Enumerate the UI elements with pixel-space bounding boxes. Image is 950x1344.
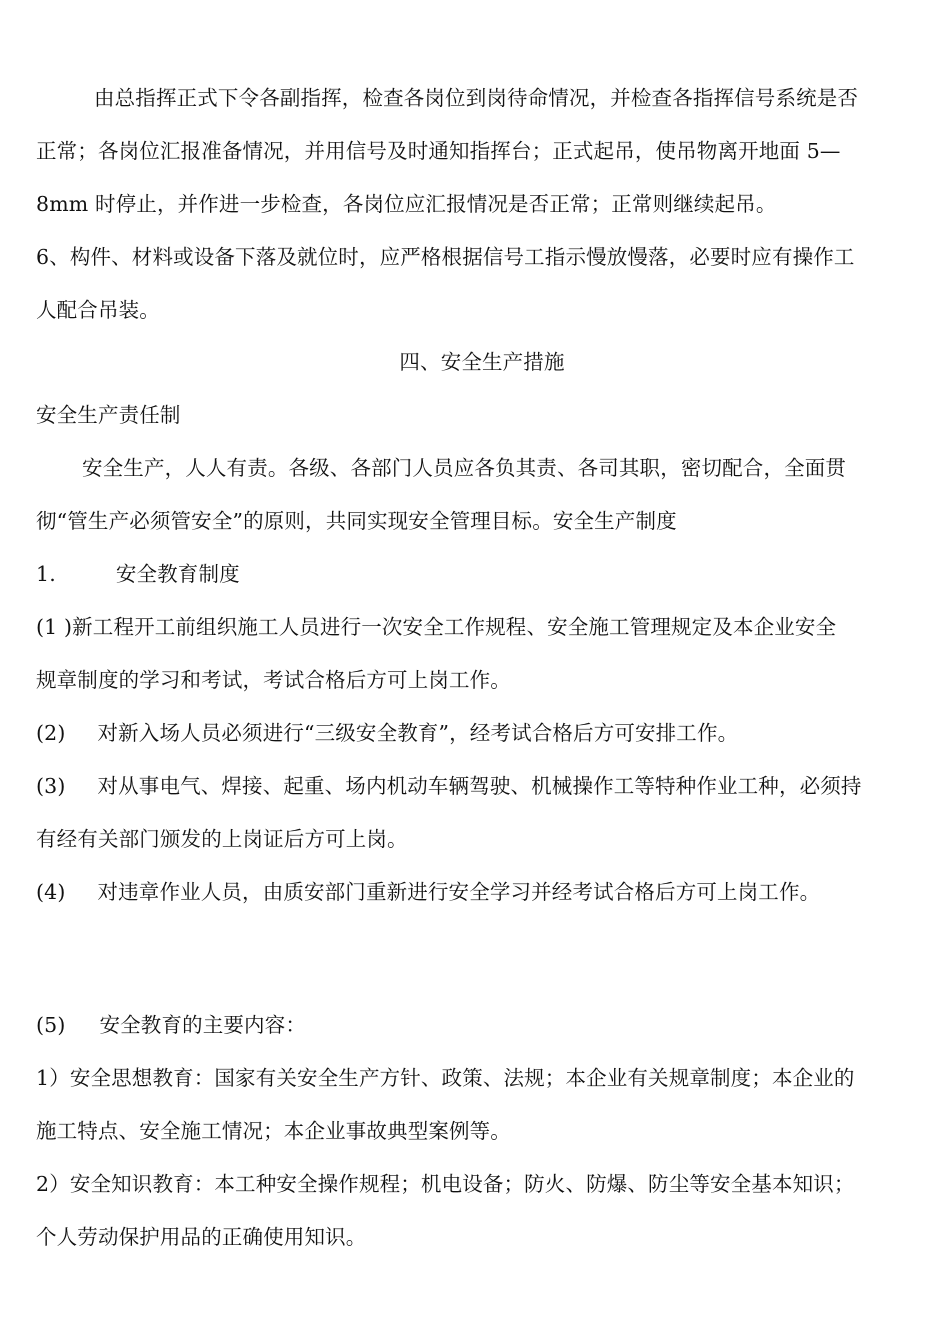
paragraph-line: 个人劳动保护用品的正确使用知识。 <box>36 1225 367 1249</box>
list-item-text: 对从事电气、焊接、起重、场内机动车辆驾驶、机械操作工等特种作业工种，必须持 <box>97 774 862 798</box>
list-item <box>36 1011 932 1039</box>
list-item-number: (4) <box>36 880 66 904</box>
list-item-number: 1. <box>36 562 56 586</box>
list-item-text: 对新入场人员必须进行“三级安全教育”，经考试合格后方可安排工作。 <box>97 721 739 745</box>
subsection-title: 安全生产责任制 <box>36 403 181 427</box>
paragraph-line: (1 )新工程开工前组织施工人员进行一次安全工作规程、安全施工管理规定及本企业安全 <box>36 615 837 639</box>
paragraph-line: 施工特点、安全施工情况；本企业事故典型案例等。 <box>36 1119 511 1143</box>
list-item <box>36 719 932 747</box>
paragraph-line: 规章制度的学习和考试，考试合格后方可上岗工作。 <box>36 668 511 692</box>
paragraph-line: 6、构件、材料或设备下落及就位时，应严格根据信号工指示慢放慢落，必要时应有操作工 <box>36 245 855 269</box>
paragraph-line: 安全生产，人人有责。各级、各部门人员应各负其责、各司其职，密切配合，全面贯 <box>82 456 847 480</box>
list-item-number: (2) <box>36 721 66 745</box>
list-item-number: (3) <box>36 774 66 798</box>
paragraph-line: 由总指挥正式下令各副指挥，检查各岗位到岗待命情况，并检查各指挥信号系统是否 <box>94 86 859 110</box>
list-item <box>36 878 932 906</box>
paragraph-line: 正常；各岗位汇报准备情况，并用信号及时通知指挥台；正式起吊，使吊物离开地面 5— <box>36 139 841 163</box>
list-item-number: (5) <box>36 1013 66 1037</box>
list-item-heading <box>36 560 932 588</box>
paragraph-line: 1）安全思想教育：国家有关安全生产方针、政策、法规；本企业有关规章制度；本企业的 <box>36 1066 855 1090</box>
paragraph-line: 8mm 时停止，并作进一步检查，各岗位应汇报情况是否正常；正常则继续起吊。 <box>36 192 777 216</box>
paragraph-line: 2）安全知识教育：本工种安全操作规程；机电设备；防火、防爆、防尘等安全基本知识； <box>36 1172 855 1196</box>
paragraph-line: 彻“管生产必须管安全”的原则，共同实现安全管理目标。安全生产制度 <box>36 509 677 533</box>
list-item-title: 安全教育制度 <box>115 562 240 586</box>
paragraph-line: 人配合吊装。 <box>36 298 160 322</box>
paragraph-line: 有经有关部门颁发的上岗证后方可上岗。 <box>36 827 408 851</box>
list-item-text: 安全教育的主要内容： <box>99 1013 306 1037</box>
list-item <box>36 772 932 800</box>
list-item-text: 对违章作业人员，由质安部门重新进行安全学习并经考试合格后方可上岗工作。 <box>97 880 821 904</box>
section-title: 四、安全生产措施 <box>399 350 565 374</box>
